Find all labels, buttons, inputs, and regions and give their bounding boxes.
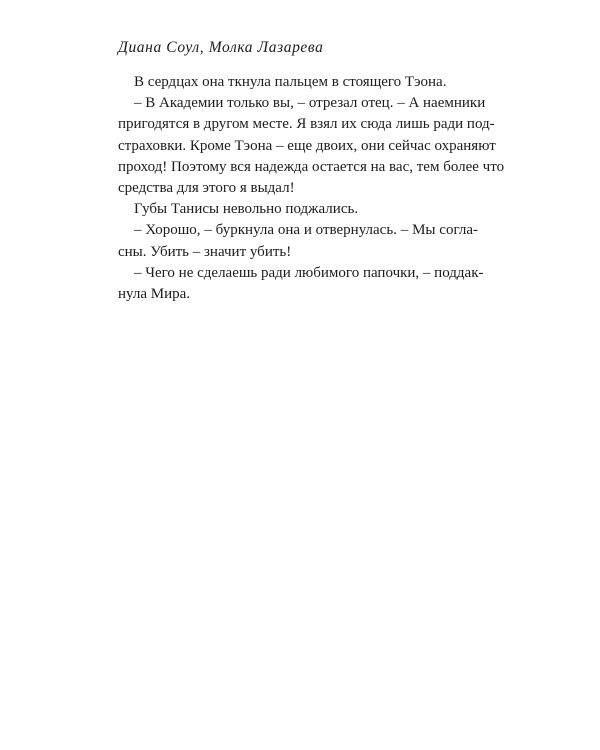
- text-line: сны. Убить – значит убить!: [118, 243, 292, 260]
- text-line: нула Мира.: [118, 285, 191, 302]
- text-line: Губы Танисы невольно поджались.: [134, 201, 359, 218]
- text-line: – Чего не сделаешь ради любимого папочки, – поддак-: [134, 264, 484, 281]
- text-line: пригодятся в другом месте. Я взял их сюда лишь ради под-: [118, 116, 495, 133]
- text-line: средства для этого я выдал!: [118, 179, 295, 196]
- text-line: страховки. Кроме Тэона – еще двоих, они сейчас охраняют: [118, 137, 496, 154]
- running-header: Диана Соул, Молка Лазарева: [118, 39, 324, 56]
- page-body-text: [118, 72, 505, 305]
- text-line: – В Академии только вы, – отрезал отец. – А наемники: [134, 95, 486, 112]
- text-line: – Хорошо, – буркнула она и отвернулась. – Мы согла-: [134, 222, 478, 239]
- text-line: проход! Поэтому вся надежда остается на вас, тем более что: [118, 158, 505, 175]
- text-line: В сердцах она ткнула пальцем в стоящего Тэона.: [134, 74, 447, 90]
